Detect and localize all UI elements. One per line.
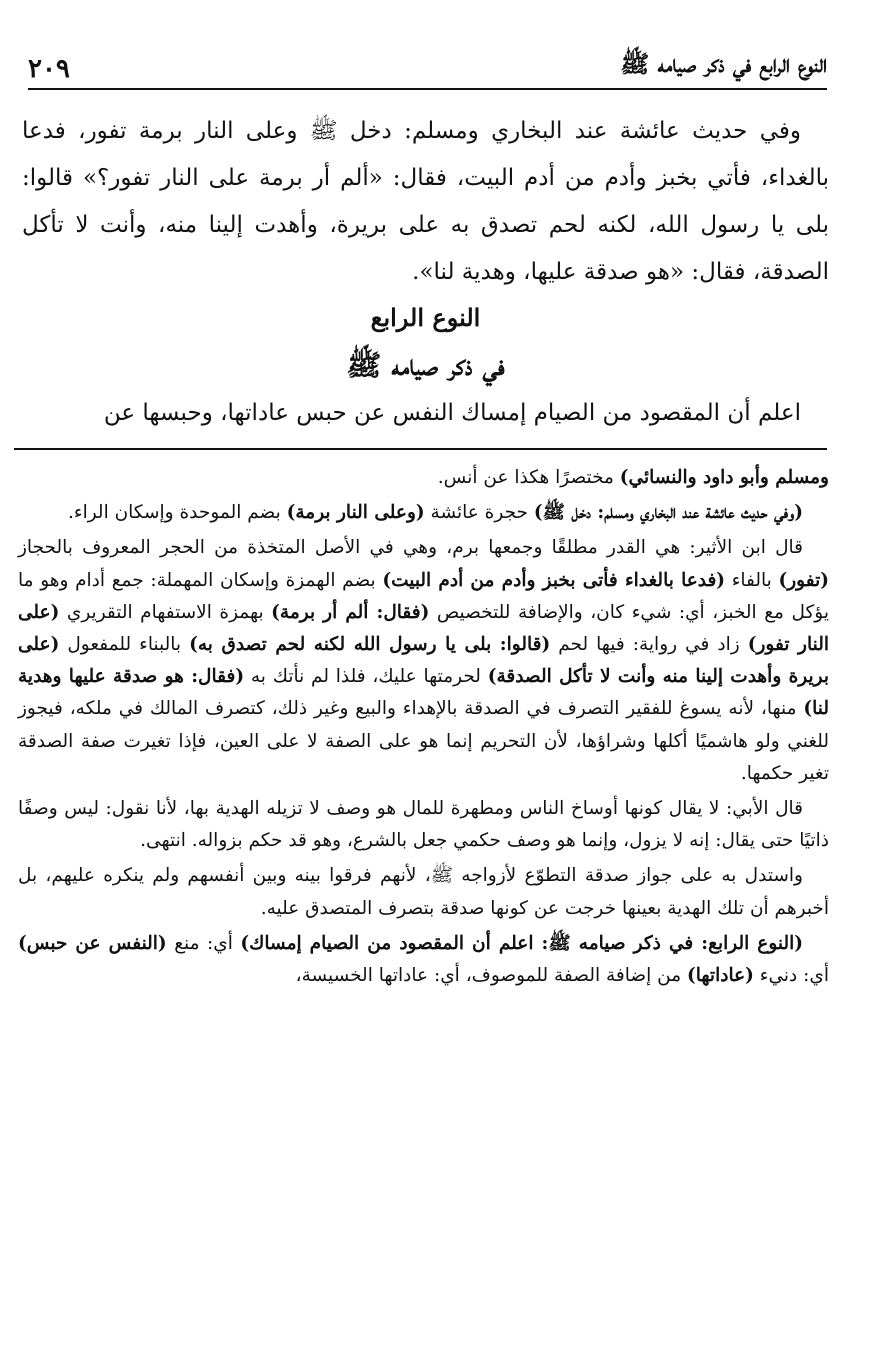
commentary-text-run: بهمزة الاستفهام التقريري (59, 601, 272, 623)
commentary-text-run: بالبناء للمفعول (59, 634, 190, 656)
page-header (28, 44, 827, 90)
footnote-divider (14, 448, 827, 450)
commentary-paragraph (18, 532, 829, 790)
commentary-paragraph: قال الأبي: لا يقال كونها أوساخ الناس ومطهرة للمال هو وصف لا تزيله الهدية بها، لأنا نقول: ليس وصفًا ذاتيًا حتى يقال: إنه لا يزول، وإنما هو وصف حكمي جعل بالشرع، وهو قد حكم بزواله. انتهى. (18, 798, 829, 852)
commentary-text-run: حجرة عائشة (424, 502, 534, 524)
section-subheading: في ذكر صيامه ﷺ (346, 348, 505, 382)
quoted-term: (النوع الرابع: في ذكر صيامه ﷺ: اعلم أن المقصود من الصيام إمساك) (240, 932, 804, 954)
commentary-text-run: مختصرًا هكذا عن أنس. (437, 467, 620, 488)
commentary-text-run: أي: منع (166, 932, 241, 954)
quoted-term: (على بريرة وأهدت إلينا منه وأنت لا تأكل الصدقة) (18, 634, 830, 688)
commentary-text-run: منها، لأنه يسوغ للفقير التصرف في الصدقة بالإهداء والبيع وغير ذلك، كتصرف المالك في ملكه، فيجوز للغني ولو هاشميًا أكلها وشراؤها، لأن التحريم إنما هو على الصفة لا على العين، فإذا تغيرت صفة الصدقة تغير حكمها. (18, 698, 829, 784)
quoted-term: (قالوا: بلى يا رسول الله لكنه لحم تصدق به) (189, 634, 551, 656)
commentary-text-run: أي: دنيء (753, 965, 829, 987)
commentary-paragraph (18, 928, 829, 992)
main-paragraph: وفي حديث عائشة عند البخاري ومسلم: دخل ﷺ وعلى النار برمة تفور، فدعا بالغداء، فأتي بخبز وأدم من أدم البيت، فقال: «ألم أر برمة على النار تفور؟» قالوا: بلى يا رسول الله، لكنه لحم تصدق به على بريرة، وأهدت إلينا منه، وأنت لا تأكل الصدقة، فقال: «هو صدقة عليها، وهدية لنا». (22, 118, 829, 285)
quoted-term: (النفس عن حبس) (18, 932, 167, 954)
main-paragraph: اعلم أن المقصود من الصيام إمساك النفس عن حبس عاداتها، وحبسها عن (103, 400, 801, 426)
commentary-paragraph (18, 497, 829, 529)
quoted-term: (فقال: هو صدقة عليها وهدية لنا) (18, 666, 829, 720)
commentary-text-run: بالفاء (725, 569, 779, 591)
commentary-text-run: من إضافة الصفة للموصوف، أي: عاداتها الخسيسة، (295, 965, 687, 987)
commentary-paragraph (18, 462, 829, 494)
main-text (22, 108, 829, 438)
quoted-term: (وفي حديث عائشة عند البخاري ومسلم: دخل ﷺ) (533, 502, 803, 524)
commentary-text (18, 462, 829, 1302)
quoted-term: (فدعا بالغداء فأتى بخبز وأدم من أدم البيت) (382, 569, 726, 591)
quoted-term: (تفور) (778, 569, 829, 591)
running-head: النوع الرابع في ذكر صيامه ﷺ (620, 49, 827, 78)
quoted-term: ومسلم وأبو داود والنسائي) (619, 467, 829, 488)
commentary-paragraph: واستدل به على جواز صدقة التطوّع لأزواجه ﷺ، لأنهم فرقوا بينه وبين أنفسهم ولم ينكره عليهم، بل أخبرهم أن تلك الهدية بعينها خرجت عن كونها صدقة بتصرف المتصدق عليه. (18, 865, 829, 919)
page-number: ٢٠٩ (28, 54, 70, 84)
quoted-term: (على النار تفور) (18, 601, 829, 656)
commentary-text-run: لحرمتها عليك، فلذا لم نأتك به (244, 666, 488, 688)
quoted-term: (فقال: ألم أر برمة) (271, 601, 430, 623)
commentary-text-run: قال ابن الأثير: هي القدر مطلقًا وجمعها برم، وهي في الأصل المتخذة من الحجر المعروف بالحجاز (18, 537, 803, 559)
quoted-term: (عاداتها) (687, 965, 754, 987)
commentary-text-run: زاد في رواية: فيها لحم (550, 634, 748, 656)
section-heading: النوع الرابع (370, 303, 481, 332)
commentary-text-run: بضم الموحدة وإسكان الراء. (68, 502, 287, 524)
quoted-term: (وعلى النار برمة) (286, 502, 425, 524)
commentary-text-run: بضم الهمزة وإسكان المهملة: جمع أدام وهو ما يؤكل مع الخبز، أي: شيء كان، والإضافة للتخصيص (18, 569, 829, 623)
